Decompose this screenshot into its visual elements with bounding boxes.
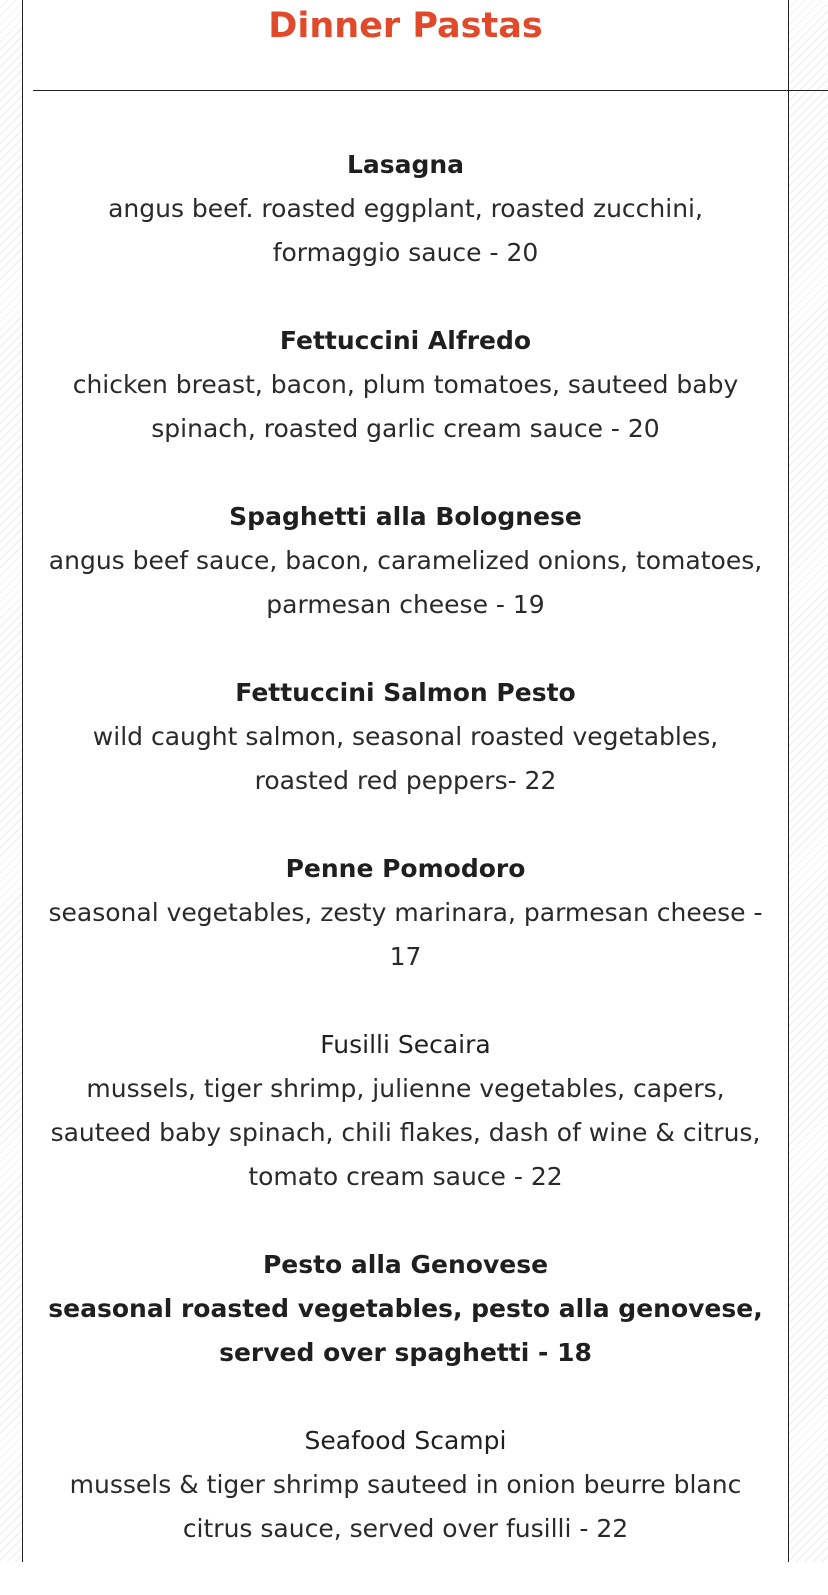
menu-item-description: wild caught salmon, seasonal roasted vegetables, roasted red peppers- 22 — [92, 722, 719, 795]
menu-item-description: mussels, tiger shrimp, julienne vegetables, capers, sauteed baby spinach, chili flakes, dash of wine & citrus, tomato cream sauce - 22 — [50, 1074, 761, 1191]
menu-panel — [22, 0, 789, 1562]
menu-item-name: Fettuccini Alfredo — [279, 326, 532, 355]
menu-item-lasagna — [23, 143, 788, 275]
menu-item-fettuccini-salmon-pesto — [23, 671, 788, 803]
menu-item-penne-pomodoro — [23, 847, 788, 979]
menu-item-description: mussels & tiger shrimp sauteed in onion beurre blanc citrus sauce, served over fusilli - 22 — [69, 1470, 742, 1543]
menu-item-description: seasonal vegetables, zesty marinara, parmesan cheese - 17 — [48, 898, 763, 971]
menu-item-name: Seafood Scampi — [304, 1426, 507, 1455]
menu-item-name: Penne Pomodoro — [285, 854, 526, 883]
menu-item-description: angus beef. roasted eggplant, roasted zucchini, formaggio sauce - 20 — [108, 194, 703, 267]
menu-item-name: Pesto alla Genovese — [262, 1250, 549, 1279]
pasta-menu-list — [23, 143, 788, 1595]
menu-item-fusilli-secaira — [23, 1023, 788, 1199]
menu-item-name: Spaghetti alla Bolognese — [229, 502, 582, 531]
menu-item-spaghetti-bolognese — [23, 495, 788, 627]
menu-item-description: seasonal roasted vegetables, pesto alla genovese, served over spaghetti - 18 — [48, 1294, 763, 1367]
menu-item-description: angus beef sauce, bacon, caramelized onions, tomatoes, parmesan cheese - 19 — [48, 546, 763, 619]
title-divider — [33, 90, 828, 91]
page-title: Dinner Pastas — [268, 6, 543, 46]
menu-item-fettuccini-alfredo — [23, 319, 788, 451]
right-margin-pattern — [789, 0, 828, 1562]
menu-item-pesto-alla-genovese — [23, 1243, 788, 1375]
menu-item-name: Lasagna — [346, 150, 465, 179]
menu-item-description: chicken breast, bacon, plum tomatoes, sauteed baby spinach, roasted garlic cream sauce - 20 — [72, 370, 739, 443]
menu-item-name: Fettuccini Salmon Pesto — [235, 678, 576, 707]
left-margin-pattern — [0, 0, 22, 1562]
menu-item-seafood-scampi — [23, 1419, 788, 1551]
menu-item-name: Fusilli Secaira — [320, 1030, 491, 1059]
